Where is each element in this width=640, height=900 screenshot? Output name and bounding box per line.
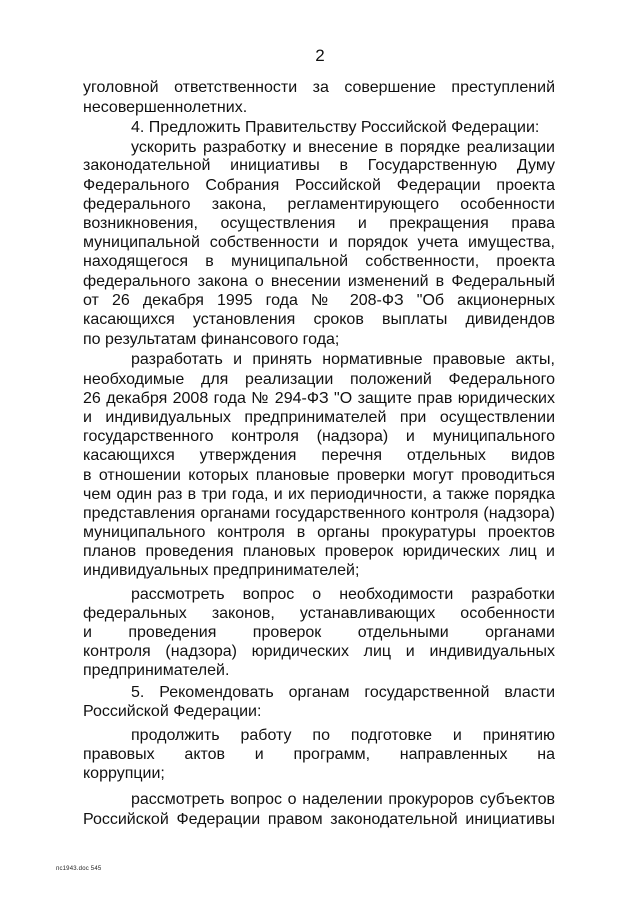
text-line: ускорить разработку и внесение в порядке реализации <box>131 139 555 156</box>
text-line: Федерального Собрания Российской Федерации проекта <box>83 177 555 194</box>
text-line: планов проведения плановых проверок юридических лиц и <box>83 543 555 560</box>
text-line: и индивидуальных предпринимателей при осуществлении <box>83 409 555 426</box>
text-line: федерального закона, регламентирующего особенности <box>83 196 555 213</box>
text-line: контроля (надзора) юридических лиц и индивидуальных <box>83 643 555 660</box>
text-line: Российской Федерации правом законодательной инициативы <box>83 811 555 828</box>
text-line: возникновения, осуществления и прекращения права <box>83 215 555 232</box>
text-line: продолжить работу по подготовке и принятию <box>131 727 555 744</box>
text-line: представления органами государственного контроля (надзора) <box>83 505 555 522</box>
text-line: государственного контроля (надзора) и муниципального <box>83 428 555 445</box>
text-line: находящегося в муниципальной собственности, проекта <box>83 253 555 270</box>
text-line: необходимые для реализации положений Федерального <box>83 371 555 388</box>
text-line: индивидуальных предпринимателей; <box>83 562 360 579</box>
text-line: в отношении которых плановые проверки могут проводиться <box>83 467 555 484</box>
text-line: рассмотреть вопрос о необходимости разработки <box>131 586 555 603</box>
text-line: 4. Предложить Правительству Российской Федерации: <box>131 119 540 136</box>
text-line: разработать и принять нормативные правовые акты, <box>131 351 555 368</box>
text-line: касающихся утверждения перечня отдельных видов <box>83 447 555 464</box>
text-line: коррупции; <box>83 765 165 782</box>
page-number: 2 <box>315 46 325 65</box>
text-line: 26 декабря 2008 года № 294-ФЗ "О защите прав юридических <box>83 390 555 407</box>
text-line: несовершеннолетних. <box>83 99 248 116</box>
text-line: чем один раз в три года, и их периодичности, а также порядка <box>83 486 555 503</box>
text-line: муниципального контроля в органы прокуратуры проектов <box>83 524 555 541</box>
text-line: Российской Федерации: <box>83 703 262 720</box>
text-line: правовых актов и программ, направленных на <box>83 746 555 763</box>
text-line: рассмотреть вопрос о наделении прокуроров субъектов <box>131 791 555 808</box>
text-line: касающихся установления сроков выплаты дивидендов <box>83 311 555 328</box>
text-line: по результатам финансового года; <box>83 331 340 348</box>
text-line: федеральных законов, устанавливающих особенности <box>83 605 555 622</box>
footer-doc-id: пс1943.doc 545 <box>56 866 102 872</box>
text-line: и проведения проверок отдельными органами <box>83 624 555 641</box>
text-line: федерального закона о внесении изменений в Федеральный <box>83 273 555 290</box>
text-line: предпринимателей. <box>83 662 230 679</box>
text-line: от 26 декабря 1995 года № 208-ФЗ "Об акционерных <box>83 292 555 309</box>
text-line: уголовной ответственности за совершение преступлений <box>83 79 555 96</box>
text-line: муниципальной собственности и порядок учета имущества, <box>83 234 555 251</box>
text-line: законодательной инициативы в Государственную Думу <box>83 157 555 174</box>
text-line: 5. Рекомендовать органам государственной власти <box>131 684 555 701</box>
